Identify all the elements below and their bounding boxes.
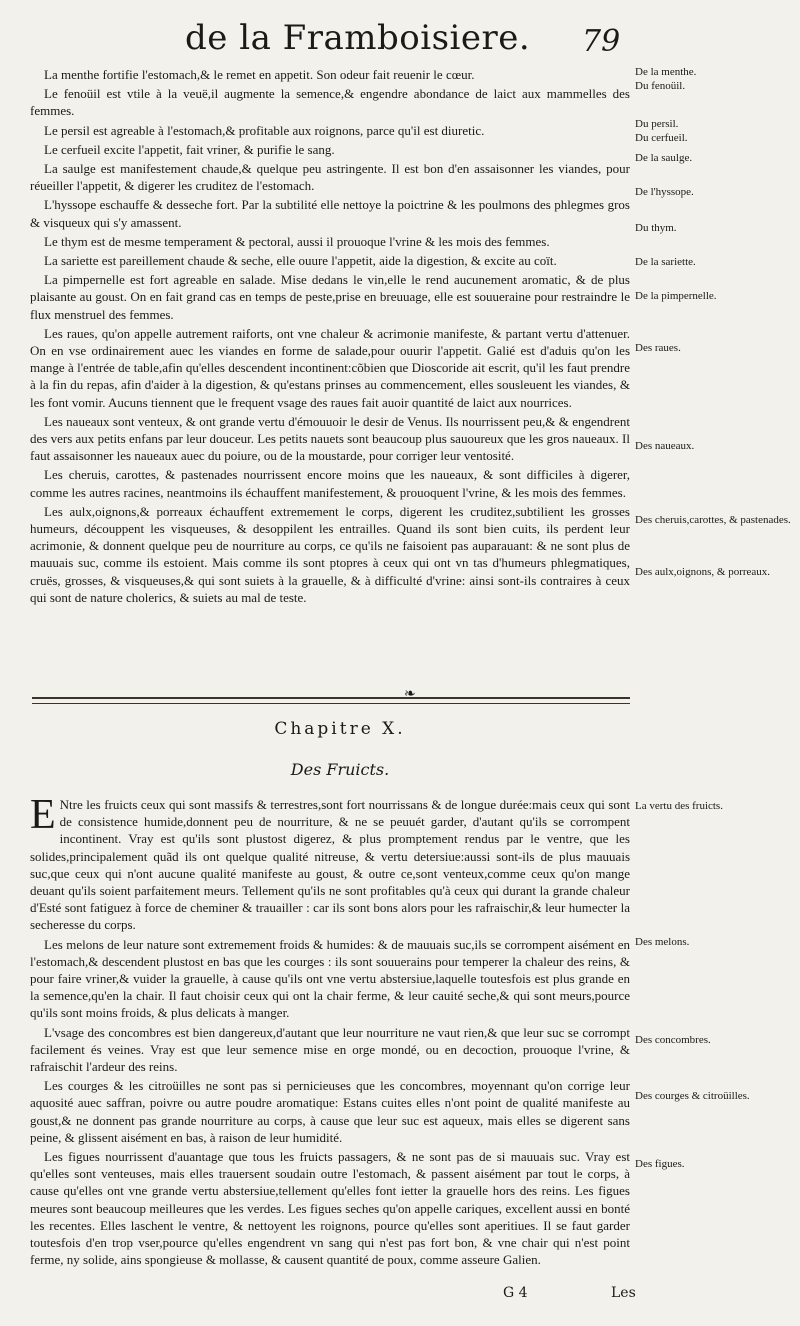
catchword: Les bbox=[611, 1285, 636, 1301]
paragraph: L'vsage des concombres est bien dangereux,d'autant que leur nourriture ne vaut rien,& que leur suc se corrompt facilement és veines. Vray est que leur semence mise en orge mondé, ou en decoction, prouoque l'vrine, & rafraischit l'ardeur des reins. bbox=[30, 1024, 630, 1075]
paragraph: Le fenoüil est vtile à la veuë,il augmente la semence,& engendre abondance de laict aux mammelles des femmes. bbox=[30, 86, 630, 119]
margin-note: Du cerfueil. bbox=[635, 132, 688, 144]
paragraph: Les figues nourrissent d'auantage que tous les fruicts passagers, & ne sont pas de si mauuais suc. Vray est qu'elles sont venteuses, mais elles trauersent soudain outre l'estomach, & passent aisément par tout le corps, à cause qu'elles ont vne grande vertu abstersiue,tellement qu'elles font ietter la grauelle hors des reins. Les figues meures sont beaucoup meilleures que les verdes. Les figues seches qu'on appelle cariques, excellent aussi en bonté les recentes. Elles laschent le ventre, & nettoyent les roignons, pource qu'elles sont aperitiues. Il se faut garder toutesfois d'en trop vser,pource qu'elles engendrent vn sang qui n'est pas fort bon, & vne chair qui n'est point ferme, ny solide, ains spongieuse & mollasse, & causent quantité de poux, comme asseure Galien. bbox=[30, 1149, 630, 1268]
margin-note: Des aulx,oignons, & porreaux. bbox=[635, 566, 771, 578]
paragraph: L'hyssope eschauffe & desseche fort. Par la subtilité elle nettoye la poictrine & les poulmons des phlegmes gros & visqueux qui s'y amassent. bbox=[30, 197, 630, 230]
margin-note: Du fenoüil. bbox=[635, 80, 686, 92]
margin-note: De la sariette. bbox=[635, 256, 696, 268]
page-number: 79 bbox=[582, 24, 621, 59]
paragraph: La menthe fortifie l'estomach,& le remet en appetit. Son odeur fait reuenir le cœur. bbox=[44, 67, 475, 82]
margin-note: La vertu des fruicts. bbox=[635, 800, 723, 812]
margin-note: De la pimpernelle. bbox=[635, 290, 717, 302]
paragraph: Le thym est de mesme temperament & pectoral, aussi il prouoque l'vrine & les mois des femmes. bbox=[44, 233, 550, 249]
margin-note: Des figues. bbox=[635, 1158, 685, 1170]
paragraph: Le persil est agreable à l'estomach,& profitable aux roignons, parce qu'il est diuretic. bbox=[44, 122, 485, 138]
drop-cap: E bbox=[30, 792, 56, 838]
margin-note: De la saulge. bbox=[635, 152, 693, 164]
margin-note: Des concombres. bbox=[635, 1034, 711, 1046]
margin-note: Des melons. bbox=[635, 936, 690, 948]
paragraph: Les aulx,oignons,& porreaux échauffent extremement le corps, digerent les cruditez,subtilient les grosses humeurs, découppent les visqueuses, & desoppilent les entrailles. Quand ils sont bien cuits, ils perdent leur acrimonie, & donnent quelque peu de nourriture au corps, ce qu'ils ne faisoient pas auparauant: & ne sont plus de mauuais suc, comme ils estoient. Mais comme ils sont ptopres à ceux qui ont vn tas d'humeurs phlegmatiques, cruës, grosses, & visqueuses,& qui sont suiets à la grauelle, & à difficulté d'vrine: ainsi sont-ils contraires à ceux qui sont de nature cholerics, & suiets au mal de teste. bbox=[30, 503, 630, 605]
running-title: de la Framboisiere. bbox=[185, 18, 531, 58]
signature-mark: G 4 bbox=[503, 1285, 528, 1301]
paragraph: La saulge est manifestement chaude,& quelque peu astringente. Il est bon d'en assaisonner les viandes, pour réueiller l'appetit, & digerer les cruditez de l'estomach. bbox=[30, 161, 630, 194]
paragraph: Les melons de leur nature sont extremement froids & humides: & de mauuais suc,ils se corrompent aisément en l'estomach,& descendent plustost en bas que les courges : ils sont souuerains pour temperer la chaleur des reins, & pour faire vriner,& vuider la grauelle, à cause qu'ils ont vne vertu abstersiue,laquelle toutesfois est plus grande en la semence,qu'en la chair. Il faut choisir ceux qui ont la chair ferme, & leur cauité seche,& qui sont meurs,pource qu'ils sont moins froids, & plus delicats à manger. bbox=[30, 936, 630, 1021]
upper-text-column bbox=[30, 66, 630, 608]
paragraph: Les cheruis, carottes, & pastenades nourrissent encore moins que les naueaux, & sont difficiles à digerer, comme les autres racines, neantmoins ils échauffent manifestement, & prouoquent l'vrine, & les mois des femmes. bbox=[30, 467, 630, 500]
margin-note: Des cheruis,carottes, & pastenades. bbox=[635, 514, 791, 526]
margin-note: Du thym. bbox=[635, 222, 677, 234]
fleuron-icon: ❧ bbox=[404, 686, 416, 702]
paragraph: Les raues, qu'on appelle autrement raiforts, ont vne chaleur & acrimonie manifeste, & partant vertu d'attenuer. On en vse ordinairement auec les viandes en forme de salade,pour ouurir l'appetit. Galié est d'aduis qu'on les mange à l'entrée de table,afin qu'elles descendent incontinent:cõbien que Dioscoride ait escrit, qu'il les faut prendre à la fin du repas, afin d'aider à la digestion, & qu'estans prinses au commencement, elles sousleuent les viandes, & les font vomir. Aucuns tiennent que le frequent vsage des raues fait auoir quantité de laict aux nourrices. bbox=[30, 325, 630, 410]
ornamental-rule-thin bbox=[32, 703, 630, 704]
margin-note: Du persil. bbox=[635, 118, 679, 130]
section-title: Des Fruicts. bbox=[290, 760, 390, 779]
paragraph: Le cerfueil excite l'appetit, fait vriner, & purifie le sang. bbox=[44, 141, 335, 157]
margin-note: De la menthe. bbox=[635, 66, 697, 78]
paragraph: La sariette est pareillement chaude & seche, elle ouure l'appetit, aide la digestion, & excite au coït. bbox=[44, 253, 557, 269]
paragraph: Les courges & les citroüilles ne sont pas si pernicieuses que les concombres, moyennant qu'on corrige leur aquosité auec saffran, poivre ou autre poudre aromatique: Estans cuites elles n'ont point de qualité manifeste au goust,& ne donnent pas grande nourriture au corps, à cause que leur suc est aqueux, mais elles se digerent sans peine, & glissent aisément en bas, à raison de leur humidité. bbox=[30, 1078, 630, 1145]
margin-note: Des raues. bbox=[635, 342, 681, 354]
margin-note: Des courges & citroüilles. bbox=[635, 1090, 750, 1102]
paragraph bbox=[30, 792, 630, 934]
ornamental-rule bbox=[32, 697, 630, 699]
lower-text-column bbox=[30, 792, 630, 1270]
paragraph: La pimpernelle est fort agreable en salade. Mise dedans le vin,elle le rend aucunement aromatic, & de plus plaisante au goust. On en fait grand cas en temps de peste,prise en breuuage, elle est souueraine pour restraindre le flux menstruel des femmes. bbox=[30, 272, 630, 322]
chapter-heading: Chapitre X. bbox=[274, 719, 406, 739]
paragraph: Les naueaux sont venteux, & ont grande vertu d'émouuoir le desir de Venus. Ils nourrissent peu,& & engendrent des vers aux petits enfans par leur douceur. Les petits nauets sont beaucoup plus sauoureux que les gros naueaux. Il faut assaisonner les naueaux auec du poiure, ou de la moustarde, pour corriger leur ventosité. bbox=[30, 413, 630, 464]
margin-note: De l'hyssope. bbox=[635, 186, 694, 198]
margin-note: Des naueaux. bbox=[635, 440, 695, 452]
paragraph-text: Ntre les fruicts ceux qui sont massifs & terrestres,sont fort nourrissans & de longue durée:mais ceux qui sont de consistence humide,donnent peu de nourriture, & ne se peuuét garder, d'autant qu'ils se corrompent incontinent. Vray est qu'ils sont plustost digerez, & plus promptement rendus par le ventre, que les solides,principalement quãd ils ont quelque qualité nitreuse, & vertu detersiue:aussi sont-ils de plus mauuais suc,que ceux qui n'ont aucune qualité manifeste au goust, & outre ce,sont venteux,comme ceux qu'on mange deuant qu'ils soient parfaitement meurs. Tellement qu'ils ne sont profitables qu'à ceux qui durant la grande chaleur d'Esté sont fatiguez à force de cheminer & trauailler : car ils sont bons alors pour les rafraischir,& leur humecter la secheresse du corps. bbox=[30, 797, 630, 933]
